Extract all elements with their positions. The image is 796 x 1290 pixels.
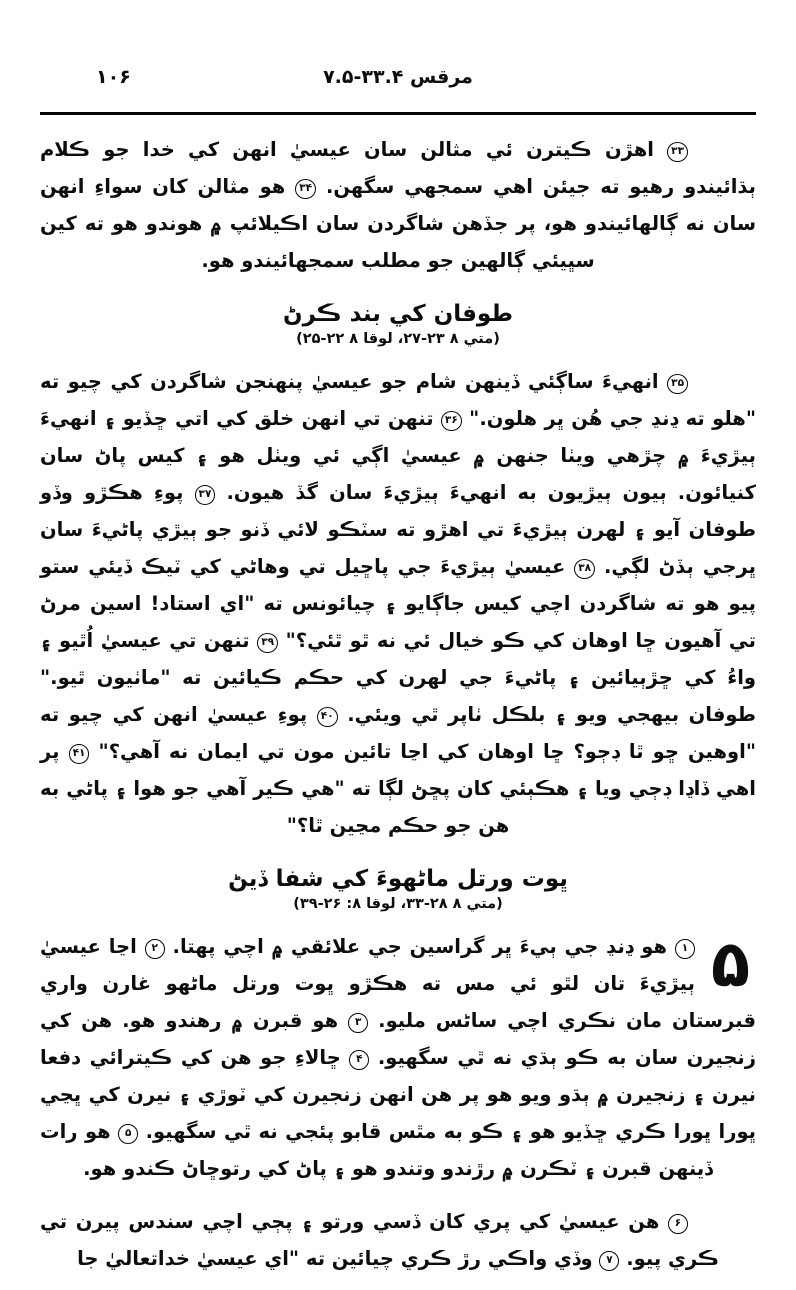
verse-number: ۳۸ [574, 559, 595, 579]
header-rule [40, 112, 756, 115]
verse-number: ۷ [599, 1251, 619, 1271]
section-reference-healing: (متي ۸ ۲۸-۳۳، لوقا ۸: ۲۶-۳۹) [293, 896, 503, 912]
verse-number: ۳۷ [195, 485, 216, 505]
verse-number: ۳۹ [257, 633, 278, 653]
verse-number: ۳۶ [441, 411, 462, 431]
verse-text: اهڙن ڪيترن ئي مثالن سان عيسيٰ انهن کي خدا جو ڪلام ٻڌائيندو رهيو ته جيئن اهي سمجهي سگهن. [40, 138, 756, 198]
verse-text: اڃا عيسيٰ ٻيڙيءَ تان لٿو ئي مس ته هڪڙو ڀوت ورتل ماڻهو غارن واري قبرستان مان نڪري اچي ساڻس مليو. [40, 935, 756, 1032]
verse-text: تنهن تي عيسيٰ اُٿيو ۽ واءُ کي ڇڙٻيائين ۽ پاڻيءَ جي لهرن کي حڪم ڪيائين ته "ماٺيون ٿيو." طوفان بيهجي ويو ۽ بلڪل ٺاپر ٿي ويئي. [40, 629, 756, 726]
verse-number: ۳۳ [667, 142, 688, 162]
verse-text: پوءِ هڪڙو وڏو طوفان آيو ۽ لهرن ٻيڙيءَ تي اهڙو ته سٽڪو لائي ڏنو جو ٻيڙي پاڻيءَ سان ڀرجي ٻڏڻ لڳي. [40, 481, 756, 578]
verse-number: ۳۵ [667, 374, 688, 394]
header-title: مرقس ۳۳.۴-۷.۵ [323, 66, 473, 88]
verse-number: ۴ [349, 1050, 369, 1070]
verse-text: ڇالاءِ جو هن کي ڪيترائي دفعا نيرن ۽ زنجيرن ۾ ٻڌو ويو هو پر هن انهن زنجيرن کي ٽوڙي ۽ نيرن کي ڀڃي ڀورا ڀورا ڪري ڇڏيو هو ۽ ڪو به مٿس قابو پئجي نه ٿي سگهيو. [40, 1046, 757, 1143]
chapter-number: ۵ [710, 928, 750, 1002]
section-heading-storm: طوفان کي بند ڪرڻ [282, 301, 514, 327]
verse-text: تنهن تي انهن خلق کي اتي ڇڏيو ۽ انهيءَ ٻيڙيءَ ۾ چڙهي ويٺا جنهن ۾ عيسيٰ اڳي ئي ويٺل هو ۽ کيس پاڻ سان کنيائون. ٻيون ٻيڙيون به انهيءَ ٻيڙيءَ سان گڏ هيون. [40, 407, 756, 504]
verse-text: هن عيسيٰ کي پري کان ڏسي ورتو ۽ پڄي اچي سندس پيرن تي ڪري پيو. [40, 1210, 719, 1270]
page-number: ۱۰۶ [96, 66, 131, 88]
verse-text: هو رات ڏينهن قبرن ۽ ٽڪرن ۾ رڙندو وتندو هو ۽ پاڻ کي رتوڇاڻ ڪندو هو. [40, 1120, 713, 1180]
verse-number: ۵ [118, 1124, 138, 1144]
verse-text: هو قبرن ۾ رهندو هو. هن کي زنجيرن سان به ڪو ٻڌي نه ٿي سگهيو. [40, 1009, 756, 1069]
verse-number: ۳۴ [295, 179, 316, 199]
verse-text: پوءِ عيسيٰ انهن کي چيو ته "اوهين ڇو ٿا ڊڄو؟ ڇا اوهان کي اڃا تائين مون تي ايمان نه آهي؟" [40, 703, 757, 763]
page-header [40, 66, 756, 100]
verse-number: ۱ [675, 939, 695, 959]
paragraph-verses-33-34 [40, 131, 756, 279]
paragraph-chapter5-verses-1-5 [40, 928, 756, 1187]
verse-number: ۳ [348, 1013, 368, 1033]
verse-text: وڏي واڪي رڙ ڪري چيائين ته "اي عيسيٰ خداتعاليٰ جا [77, 1247, 593, 1270]
verse-text: انهيءَ ساڳئي ڏينهن شام جو عيسيٰ پنهنجن شاگردن کي چيو ته "هلو ته ڍنڍ جي هُن ڀر هلون." [40, 370, 756, 430]
verse-number: ۴۱ [69, 744, 90, 764]
section-reference-storm: (متي ۸ ۲۳-۲۷، لوقا ۸ ۲۲-۲۵) [296, 331, 500, 347]
verse-text: هو مثالن کان سواءِ انهن سان نه ڳالهائيندو هو، پر جڏهن شاگردن سان اڪيلائپ ۾ هوندو هو ته کين سڀيئي ڳالهين جو مطلب سمجهائيندو هو. [40, 175, 756, 272]
verse-number: ۴۰ [317, 707, 338, 727]
verse-text: هو ڍنڍ جي ٻيءَ ڀر گراسين جي علائقي ۾ اچي پهتا. [172, 935, 668, 958]
verse-text: پر اهي ڏاڍا ڊڄي ويا ۽ هڪٻئي کان پڇڻ لڳا ته "هي ڪير آهي جو هوا ۽ پاڻي به هن جو حڪم مڃين ٿا؟" [40, 740, 756, 837]
section-heading-healing: ڀوت ورتل ماڻهوءَ کي شفا ڏيڻ [228, 866, 568, 892]
paragraph-verses-6-7 [40, 1203, 756, 1277]
verse-number: ۶ [668, 1214, 688, 1234]
paragraph-verses-35-41 [40, 363, 756, 844]
verse-text: عيسيٰ ٻيڙيءَ جي پاڇيل تي وهاڻي کي ٽيڪ ڏيئي ستو پيو هو ته شاگردن اچي کيس جاڳايو ۽ چيائونس ته "اي استاد! اسين مرڻ تي آهيون ڇا اوهان کي ڪو خيال ئي نه ٿو ٿئي؟" [40, 555, 756, 652]
verse-number: ۲ [145, 939, 165, 959]
